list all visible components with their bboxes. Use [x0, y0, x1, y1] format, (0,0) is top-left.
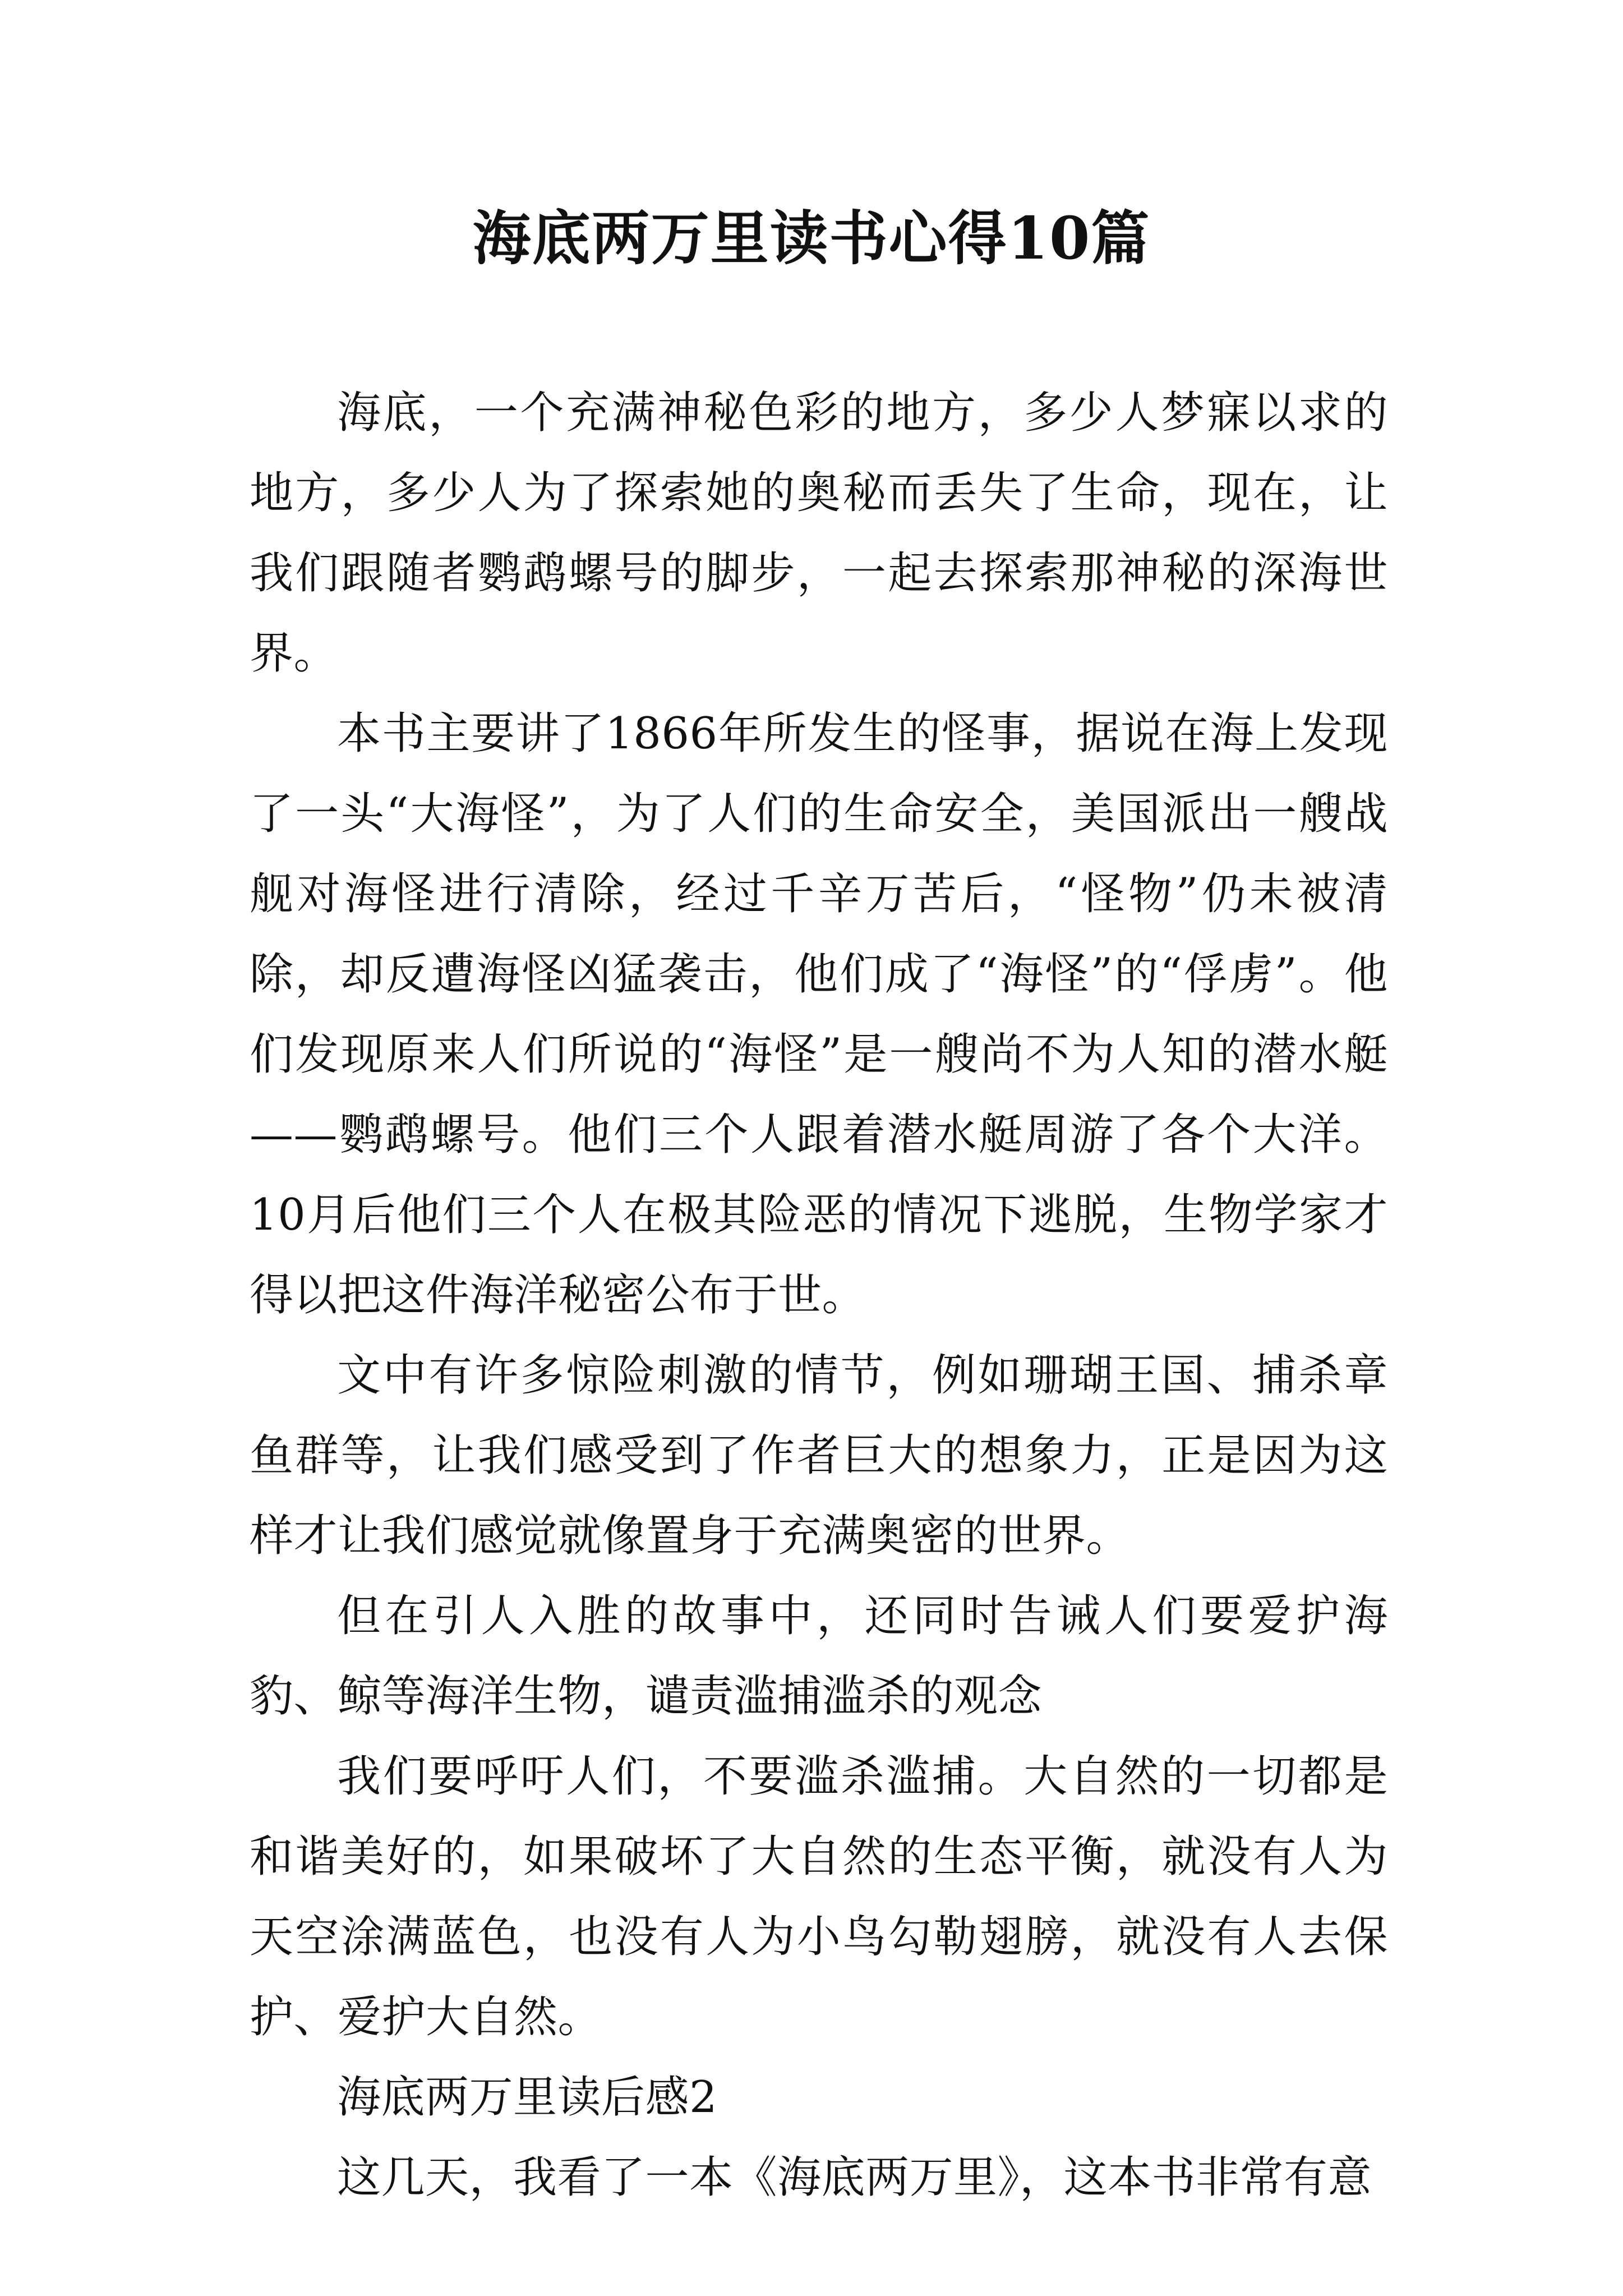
paragraph-intro: 海底，一个充满神秘色彩的地方，多少人梦寐以求的地方，多少人为了探索她的奥秘而丢失了生命，现在，让我们跟随者鹦鹉螺号的脚步，一起去探索那神秘的深海世界。 [250, 388, 1388, 679]
paragraph-plot-summary: 本书主要讲了1866年所发生的怪事，据说在海上发现了一头“大海怪”，为了人们的生命安全，美国派出一艘战舰对海怪进行清除，经过千辛万苦后，“怪物”仍未被清除，却反遭海怪凶猛袭击，他们成了“海怪”的“俘虏”。他们发现原来人们所说的“海怪”是一艘尚不为人知的潜水艇——鹦鹉螺号。他们三个人跟着潜水艇周游了各个大洋。10月后他们三个人在极其险恶的情况下逃脱，生物学家才得以把这件海洋秘密公布于世。 [250, 708, 1388, 1320]
document-body [250, 373, 1388, 2218]
section-heading-essay-2: 海底两万里读后感2 [337, 2072, 718, 2123]
paragraph-protect-marine-life: 但在引人入胜的故事中，还同时告诫人们要爱护海豹、鲸等海洋生物，谴责滥捕滥杀的观念 [250, 1591, 1388, 1722]
document-title: 海底两万里读书心得10篇 [472, 204, 1151, 273]
paragraph-thrilling-plots: 文中有许多惊险刺激的情节，例如珊瑚王国、捕杀章鱼群等，让我们感受到了作者巨大的想象力，正是因为这样才让我们感觉就像置身于充满奥密的世界。 [250, 1350, 1388, 1561]
paragraph-essay-2-start: 这几天，我看了一本《海底两万里》，这本书非常有意 [337, 2152, 1372, 2203]
paragraph-call-to-action: 我们要呼吁人们，不要滥杀滥捕。大自然的一切都是和谐美好的，如果破坏了大自然的生态平衡，就没有人为天空涂满蓝色，也没有人为小鸟勾勒翅膀，就没有人去保护、爱护大自然。 [250, 1751, 1388, 2042]
